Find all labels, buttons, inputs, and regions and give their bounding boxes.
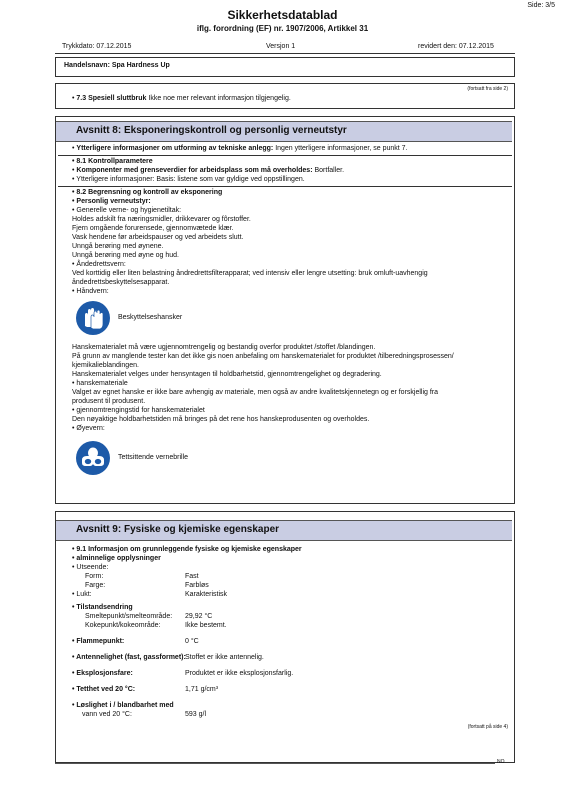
further-info: • Ytterligere informasjoner: Basis: listene som var gyldige ved oppstillingen. — [72, 176, 305, 185]
gloves-caption: Beskyttelseshansker — [118, 314, 183, 321]
gloves-icon — [76, 301, 110, 335]
general-item: Holdes adskilt fra næringsmidler, drikkevarer og fôrstoffer. — [72, 216, 251, 223]
header-divider — [55, 53, 515, 54]
footer-code: NO — [497, 759, 505, 765]
melting-value: 29,92 °C — [185, 613, 213, 620]
appearance-heading: • Utseende: — [72, 564, 108, 573]
state-change-heading: • Tilstandsendring — [72, 604, 133, 613]
melting-label: Smeltepunkt/smelteområde: — [85, 613, 173, 620]
water-label: vann ved 20 °C: — [82, 711, 132, 718]
page-number: Side: 3/5 — [527, 2, 555, 9]
respiratory-text: åndedrettsbeskyttelsesapparat. — [72, 279, 170, 286]
glove-material-text: Hanskematerialet må være ugjennomtrengelig og bestandig overfor produktet /stoffet /blandingen. — [72, 344, 376, 351]
water-value: 593 g/l — [185, 711, 207, 718]
trade-name-box — [55, 57, 515, 77]
boiling-label: Kokepunkt/kokeområde: — [85, 622, 161, 629]
glove-material-detail: Valget av egnet hanske er ikke bare avhengig av materiale, men også av andre kvalitetskjennetegn og er forskjellig fra — [72, 389, 439, 396]
hand-heading: • Håndvern: — [72, 288, 109, 297]
explosion-label: • Eksplosjonsfare: — [72, 670, 133, 679]
comp-label: Komponenter med grenseverdier for arbeidsplass som må overholdes: — [76, 167, 313, 174]
section9-content — [72, 546, 508, 756]
glove-material-detail: produsent til produsent. — [72, 398, 146, 405]
s73-text: Ikke noe mer relevant informasjon tilgjengelig. — [148, 95, 291, 102]
color-label: Farge: — [85, 582, 106, 589]
form-label: Form: — [85, 573, 104, 580]
density-label: • Tetthet ved 20 °C: — [72, 686, 135, 695]
flash-label: • Flammepunkt: — [72, 638, 124, 647]
tech-line — [72, 145, 407, 154]
print-date: Trykkdato: 07.12.2015 — [62, 43, 132, 50]
comp-text: Bortfaller. — [314, 167, 345, 174]
general-measures: • Generelle verne- og hygienetiltak: — [72, 207, 181, 216]
explosion-value: Produktet er ikke eksplosjonsfarlig. — [185, 670, 294, 677]
comp-line — [72, 167, 344, 176]
h91: • 9.1 Informasjon om grunnleggende fysiske og kjemiske egenskaper — [72, 546, 302, 555]
color-value: Farbløs — [185, 582, 209, 589]
trade-name: Handelsnavn: Spa Hardness Up — [64, 62, 170, 69]
continued-from: (fortsatt fra side 2) — [467, 86, 508, 92]
penetration-text: Den nøyaktige holdbarhetstiden må bringes på det rene hos hanskeprodusenten og overholdes. — [72, 416, 370, 423]
section7-continuation-box — [55, 83, 515, 109]
s73-label: 7.3 Spesiell sluttbruk — [76, 95, 147, 102]
section8-title: Avsnitt 8: Eksponeringskontroll og personlig verneutstyr — [56, 121, 512, 142]
general-item: Unngå berøring med øyne og hud. — [72, 252, 180, 259]
odor-label: • Lukt: — [72, 591, 92, 600]
odor-value: Karakteristisk — [185, 591, 228, 598]
divider — [58, 186, 512, 187]
ignition-value: Stoffet er ikke antennelig. — [185, 654, 264, 661]
goggles-icon — [76, 441, 110, 475]
footer-divider — [55, 763, 495, 764]
divider — [58, 155, 512, 156]
s73-line — [72, 95, 291, 104]
version: Versjon 1 — [266, 43, 296, 50]
respiratory-heading: • Åndedrettsvern: — [72, 261, 126, 270]
general-item: Fjern omgående forurensede, gjennomvætede klær. — [72, 225, 234, 232]
tech-label: Ytterligere informasjoner om utforming av tekniske anlegg: — [76, 145, 274, 152]
section9-title: Avsnitt 9: Fysiske og kjemiske egenskaper — [56, 520, 512, 541]
section9-box — [55, 511, 515, 763]
general-info-heading: • alminnelige opplysninger — [72, 555, 161, 564]
respiratory-text: Ved korttidig eller liten belastning åndredrettsfilterapparat; ved intensiv eller lengre utsetting: bruk omluft-uavhengig — [72, 270, 428, 277]
boiling-value: Ikke bestemt. — [185, 622, 227, 629]
glove-material-text: Hanskematerialet velges under hensyntagen til holdbarhetstid, gjennomtrengelighet og degradering. — [72, 371, 382, 378]
tech-text: Ingen ytterligere informasjoner, se punkt 7. — [275, 145, 408, 152]
flash-value: 0 °C — [185, 638, 199, 645]
penetration-heading: • gjennomtrengingstid for hanskematerialet — [72, 407, 205, 416]
goggles-caption: Tettsittende vernebrille — [118, 454, 189, 461]
form-value: Fast — [185, 573, 199, 580]
glove-material-text: På grunn av manglende tester kan det ikke gis noen anbefaling om hanskematerialet for produktet /tilberedningsprosessen/ — [72, 353, 454, 360]
glove-material-text: kjemikalieblandingen. — [72, 362, 139, 369]
ppe-heading: • Personlig verneutstyr: — [72, 198, 151, 207]
solubility-heading: • Løslighet i / blandbarhet med — [72, 702, 174, 711]
eye-heading: • Øyevern: — [72, 425, 105, 434]
revised-date: revidert den: 07.12.2015 — [418, 43, 494, 50]
h81: • 8.1 Kontrollparametere — [72, 158, 153, 167]
general-item: Unngå berøring med øynene. — [72, 243, 164, 250]
ignition-label: • Antennelighet (fast, gassformet): — [72, 654, 186, 663]
continued-to: (fortsatt på side 4) — [467, 724, 508, 730]
h82: • 8.2 Begrensning og kontroll av eksponering — [72, 189, 222, 198]
section8-box — [55, 116, 515, 504]
general-item: Vask hendene før arbeidspauser og ved arbeidets slutt. — [72, 234, 244, 241]
document-subtitle: iflg. forordning (EF) nr. 1907/2006, Artikkel 31 — [196, 24, 369, 33]
glove-material-heading: • hanskemateriale — [72, 380, 128, 389]
density-value: 1,71 g/cm³ — [185, 686, 219, 693]
document-title: Sikkerhetsdatablad — [227, 8, 338, 22]
